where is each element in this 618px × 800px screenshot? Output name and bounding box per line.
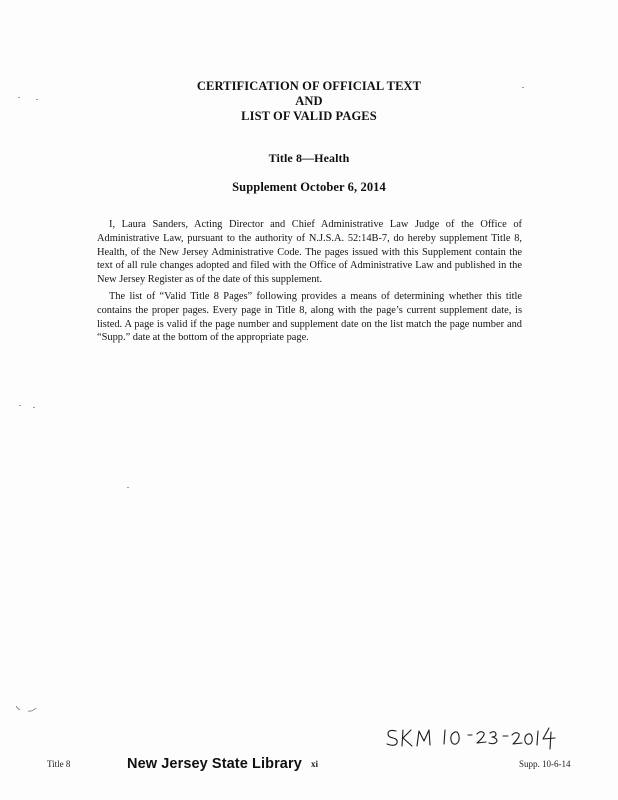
scan-speck	[18, 97, 20, 98]
scan-mark-icon	[14, 700, 40, 714]
valid-pages-paragraph: The list of “Valid Title 8 Pages” following provides a means of determining whether this title contains the proper pages. Every page in Title 8, along with the page’s current supplement date, is listed. A page is valid if the page number and supplement date on the list match the page number and “Supp.” date at the bottom of the appropriate page.	[97, 291, 522, 344]
certification-heading: CERTIFICATION OF OFFICIAL TEXT	[196, 79, 422, 93]
scan-speck	[522, 87, 524, 88]
valid-pages-heading: LIST OF VALID PAGES	[241, 109, 377, 123]
title-heading: Title 8—Health	[268, 151, 350, 165]
footer-supplement-date: Supp. 10-6-14	[519, 759, 571, 769]
page-number: xi	[311, 759, 319, 769]
library-stamp: New Jersey State Library	[127, 756, 302, 772]
certification-paragraph: I, Laura Sanders, Acting Director and Chief Administrative Law Judge of the Office of Administrative Law, pursuant to the authority of N.J.S.A. 52:14B-7, do hereby supplement Title 8, Health, of the New Jersey Administrative Code. The pages issued with this Supplement contain the text of all rule changes adopted and filed with the Office of Administrative Law and published in the New Jersey Register as of the date of this supplement.	[97, 219, 522, 286]
scan-speck	[19, 405, 21, 406]
footer-title: Title 8	[47, 759, 71, 769]
heading-and: AND	[295, 94, 323, 108]
supplement-date-heading: Supplement October 6, 2014	[232, 180, 386, 194]
scan-speck	[127, 487, 129, 488]
scan-speck	[36, 99, 38, 100]
handwritten-annotation-icon	[382, 722, 562, 756]
scan-speck	[33, 407, 35, 408]
